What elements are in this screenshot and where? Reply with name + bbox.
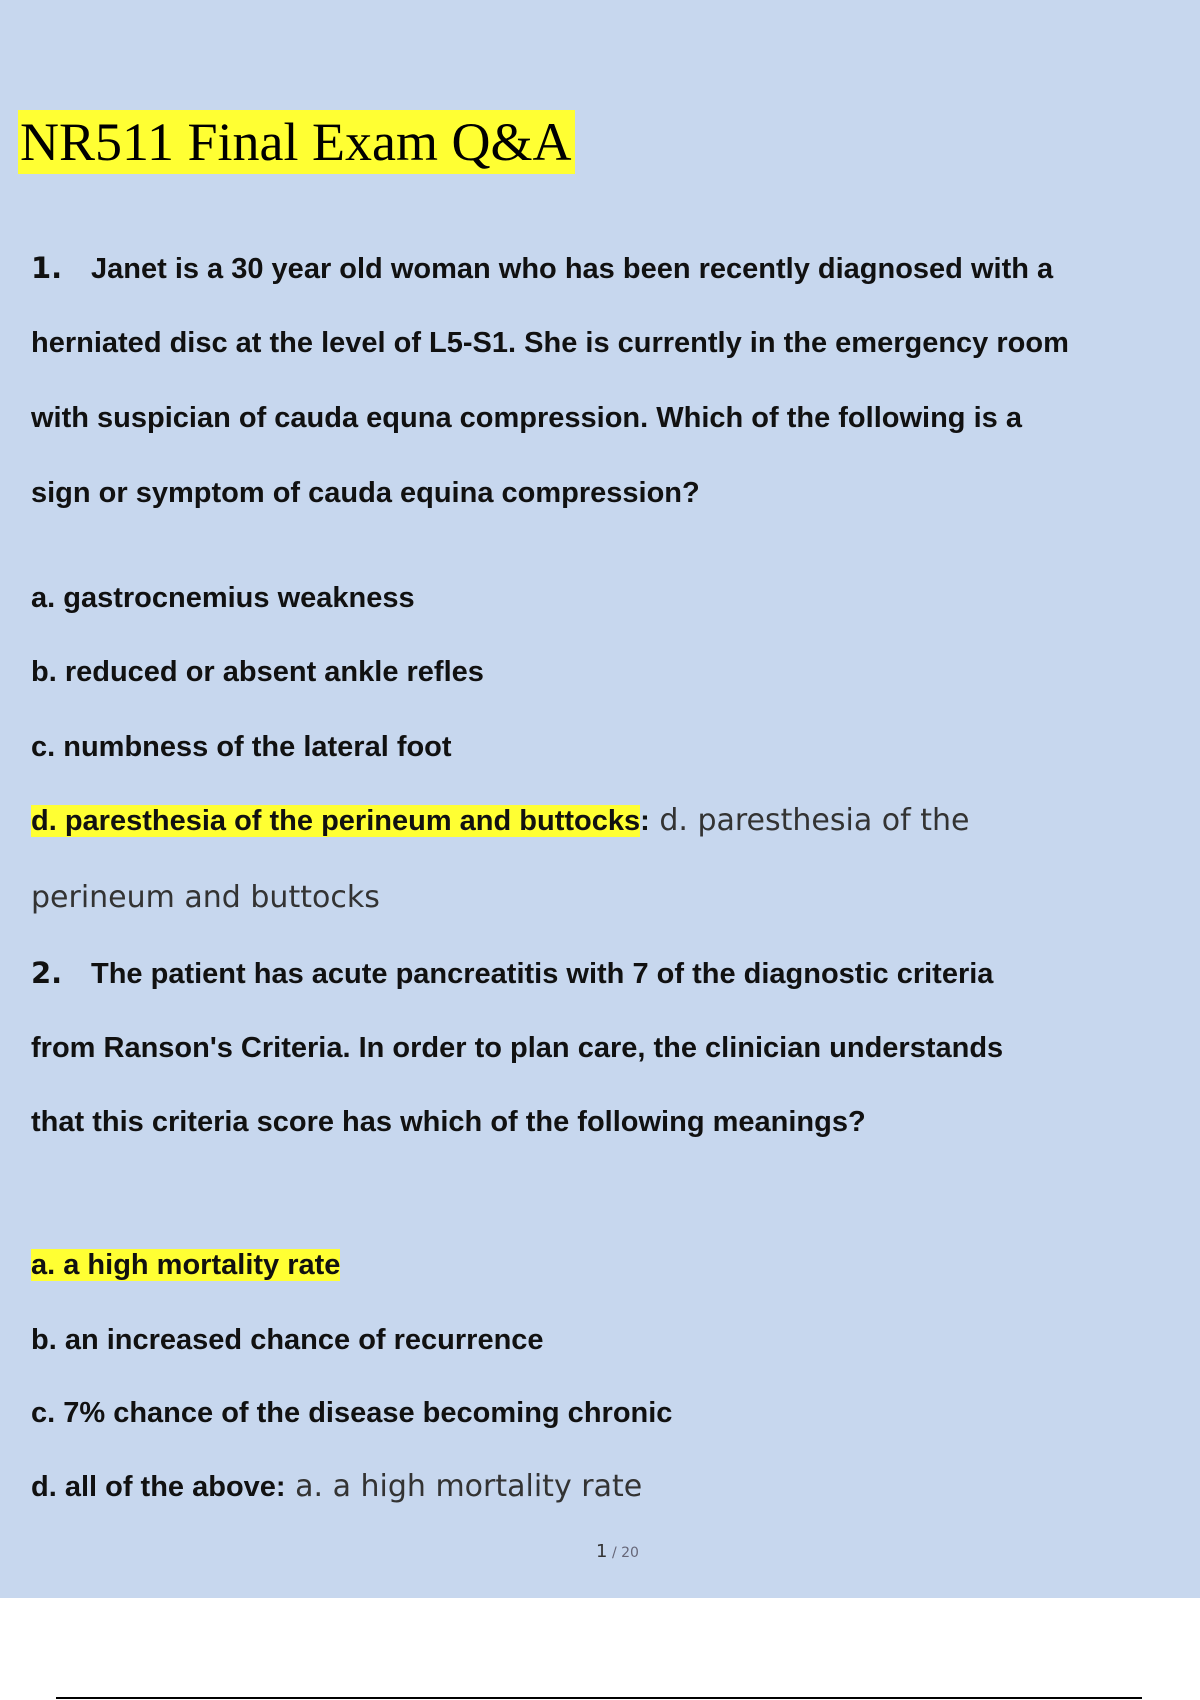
question-2-option-a (31, 1247, 340, 1283)
question-2-answer: a. a high mortality rate (285, 1469, 643, 1504)
question-1-line-3: with suspician of cauda equna compression. Which of the following is a (31, 402, 1022, 434)
question-1-answer-colon: : (640, 805, 650, 837)
question-1-text: Janet is a 30 year old woman who has been recently diagnosed with a (91, 253, 1054, 285)
page-number (0, 1541, 1200, 1562)
question-1-option-a: a. gastrocnemius weakness (31, 582, 415, 614)
question-1-correct-option-highlight: d. paresthesia of the perineum and buttocks (31, 805, 641, 837)
question-1-option-c: c. numbness of the lateral foot (31, 731, 452, 763)
question-1-answer: d. paresthesia of the (649, 803, 970, 838)
question-1-line-2: herniated disc at the level of L5-S1. She is currently in the emergency room (31, 327, 1069, 359)
question-2-option-b: b. an increased chance of recurrence (31, 1324, 544, 1356)
question-2-option-d (31, 1469, 642, 1505)
question-1-option-d (31, 803, 969, 839)
question-1-line-4: sign or symptom of cauda equina compression? (31, 477, 700, 509)
question-2-line-3: that this criteria score has which of the following meanings? (31, 1106, 866, 1138)
question-2-line-1 (31, 955, 993, 992)
question-1-line-1 (31, 250, 1053, 287)
question-2-correct-option-highlight: a. a high mortality rate (31, 1249, 341, 1281)
question-2-option-c: c. 7% chance of the disease becoming chronic (31, 1397, 673, 1429)
page-bottom-rule (56, 1697, 1142, 1699)
question-2-line-2: from Ranson's Criteria. In order to plan care, the clinician understands (31, 1032, 1004, 1064)
question-1-option-b: b. reduced or absent ankle refles (31, 656, 484, 688)
question-2-number: 2. (31, 956, 63, 990)
page-current: 1 (596, 1541, 608, 1562)
document-title: NR511 Final Exam Q&A (18, 110, 575, 174)
question-1-answer-continued: perineum and buttocks (31, 880, 380, 915)
page-total: / 20 (607, 1545, 639, 1561)
question-2-option-d-text: d. all of the above: (31, 1471, 286, 1503)
question-2-text: The patient has acute pancreatitis with 7 of the diagnostic criteria (91, 958, 994, 990)
question-1-number: 1. (31, 251, 63, 285)
